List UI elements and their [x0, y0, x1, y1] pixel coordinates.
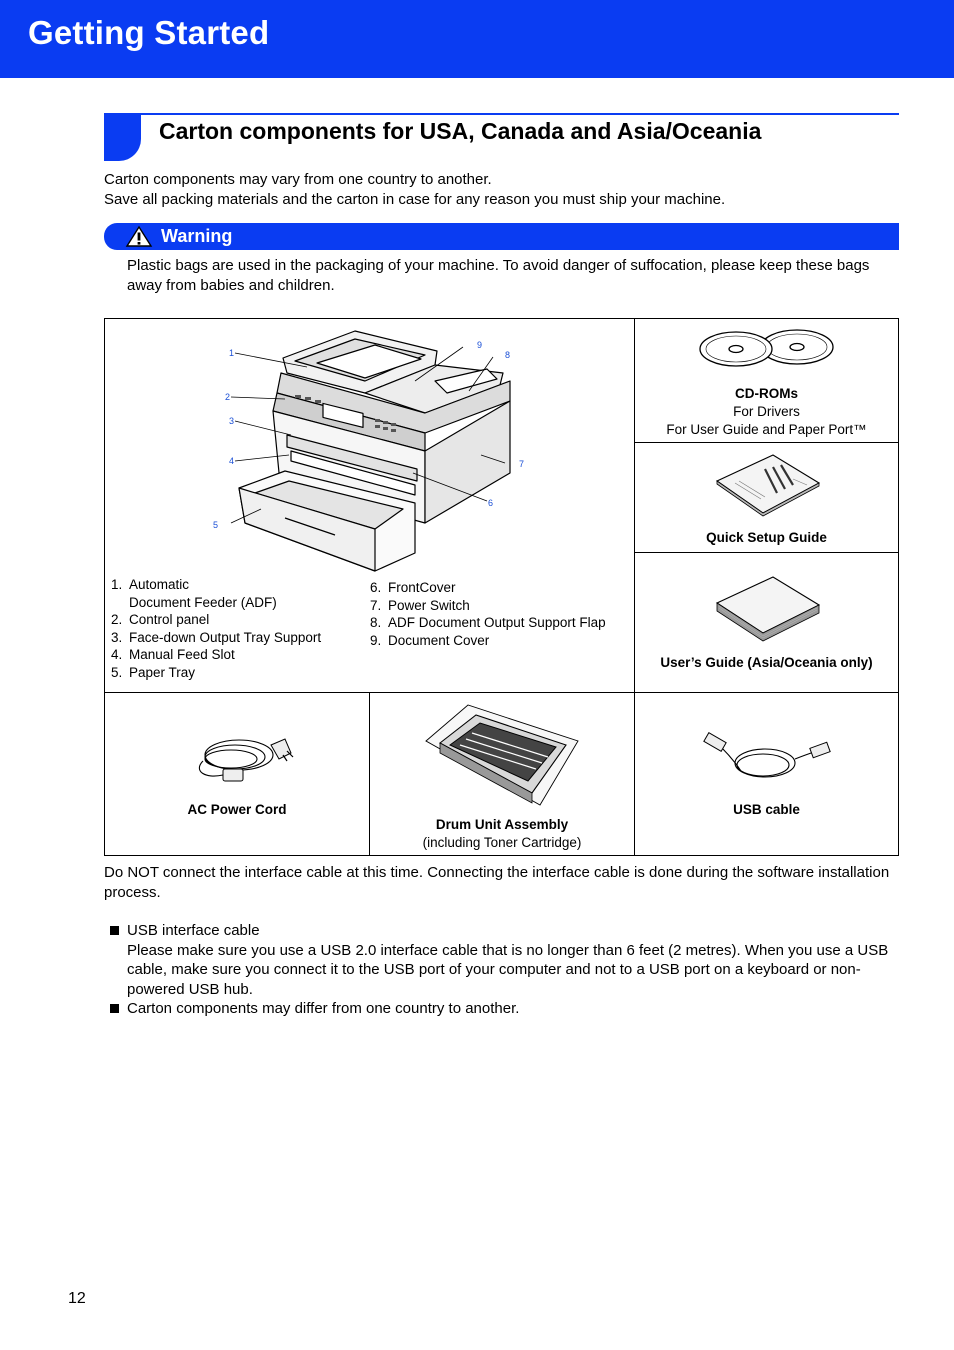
callout-9: 9 — [477, 340, 483, 350]
note-body: Please make sure you use a USB 2.0 interface cable that is no longer than 6 feet (2 metres). When you use a USB cable, make sure you connect it to the USB port of your computer and not to a USB port on a keyboard or non-powered USB hub. — [127, 941, 889, 998]
users-guide-cell — [634, 552, 899, 693]
intro-line-2: Save all packing materials and the carton in case for any reason you must ship your machine. — [104, 191, 726, 208]
quick-setup-guide-icon — [715, 451, 821, 517]
part-item: 5. Paper Tray — [111, 664, 196, 680]
part-item: 9. Document Cover — [370, 632, 490, 648]
parts-list-right — [370, 579, 635, 649]
ac-power-cord-icon — [183, 731, 295, 787]
bullet-square-icon — [110, 1004, 119, 1013]
callout-3: 3 — [229, 416, 235, 426]
callout-6: 6 — [488, 498, 494, 508]
callout-8: 8 — [505, 350, 511, 360]
quick-setup-cell — [634, 442, 899, 553]
section-tab-marker — [104, 113, 141, 161]
callout-4: 4 — [229, 456, 235, 466]
usb-cable-icon — [701, 731, 833, 787]
drum-unit-cell — [369, 692, 635, 856]
cdroms-caption — [635, 385, 898, 439]
callout-5: 5 — [213, 520, 219, 530]
part-item: 2. Control panel — [111, 612, 210, 627]
note-item — [110, 999, 900, 1019]
intro-line-1: Carton components may vary from one country to another. — [104, 171, 492, 188]
page-header-title: Getting Started — [28, 14, 270, 51]
part-item: 8. ADF Document Output Support Flap — [370, 615, 606, 630]
cdroms-line-2: For User Guide and Paper Port™ — [666, 422, 867, 437]
part-item: 4. Manual Feed Slot — [111, 647, 235, 662]
part-item: 6. FrontCover — [370, 580, 456, 595]
machine-cell — [104, 318, 635, 693]
ac-cord-caption — [105, 801, 369, 819]
users-guide-caption — [635, 654, 898, 672]
note-item — [110, 921, 900, 999]
section-rule — [104, 113, 899, 115]
warning-text: Plastic bags are used in the packaging of your machine. To avoid danger of suffocation, please keep these bags away from babies and children. — [127, 257, 870, 294]
users-guide-title: User’s Guide (Asia/Oceania only) — [660, 655, 873, 670]
cdroms-title: CD-ROMs — [735, 386, 798, 401]
callout-1: 1 — [229, 348, 235, 358]
drum-unit-caption — [370, 816, 634, 852]
ac-cord-title: AC Power Cord — [187, 802, 287, 817]
usb-cable-caption — [635, 801, 898, 819]
quick-setup-caption — [635, 529, 898, 547]
quick-setup-title: Quick Setup Guide — [706, 530, 827, 545]
parts-list-left — [111, 576, 366, 681]
callout-7: 7 — [519, 459, 525, 469]
section-title: Carton components for USA, Canada and Asia/Oceania — [159, 118, 762, 144]
page-number: 12 — [68, 1290, 86, 1307]
bullet-square-icon — [110, 926, 119, 935]
cdroms-line-1: For Drivers — [733, 404, 800, 419]
part-item: 7. Power Switch — [370, 597, 470, 613]
part-item: 3. Face-down Output Tray Support — [111, 629, 322, 645]
ac-cord-cell — [104, 692, 370, 856]
warning-label: Warning — [161, 226, 233, 246]
machine-illustration — [213, 323, 525, 573]
usb-cable-title: USB cable — [733, 802, 800, 817]
intro-text — [104, 170, 904, 210]
drum-unit-subtitle: (including Toner Cartridge) — [422, 835, 582, 850]
header-bar — [0, 0, 954, 78]
interface-cable-note: Do NOT connect the interface cable at this time. Connecting the interface cable is done during the software installation process. — [104, 864, 890, 901]
note-title: USB interface cable — [127, 922, 260, 939]
carton-components-table — [104, 318, 899, 856]
cd-rom-icon — [698, 327, 838, 369]
callout-2: 2 — [225, 392, 231, 402]
drum-unit-icon — [420, 701, 582, 811]
warning-bar — [104, 223, 899, 250]
part-item: 1. Automatic Document Feeder (ADF) — [111, 577, 277, 610]
notes-list — [110, 921, 900, 1019]
users-guide-icon — [715, 575, 821, 641]
note-title: Carton components may differ from one country to another. — [127, 1000, 520, 1017]
drum-unit-title: Drum Unit Assembly — [435, 817, 569, 832]
usb-cable-cell — [634, 692, 899, 856]
warning-triangle-icon — [126, 226, 152, 247]
cdroms-cell — [634, 318, 899, 443]
